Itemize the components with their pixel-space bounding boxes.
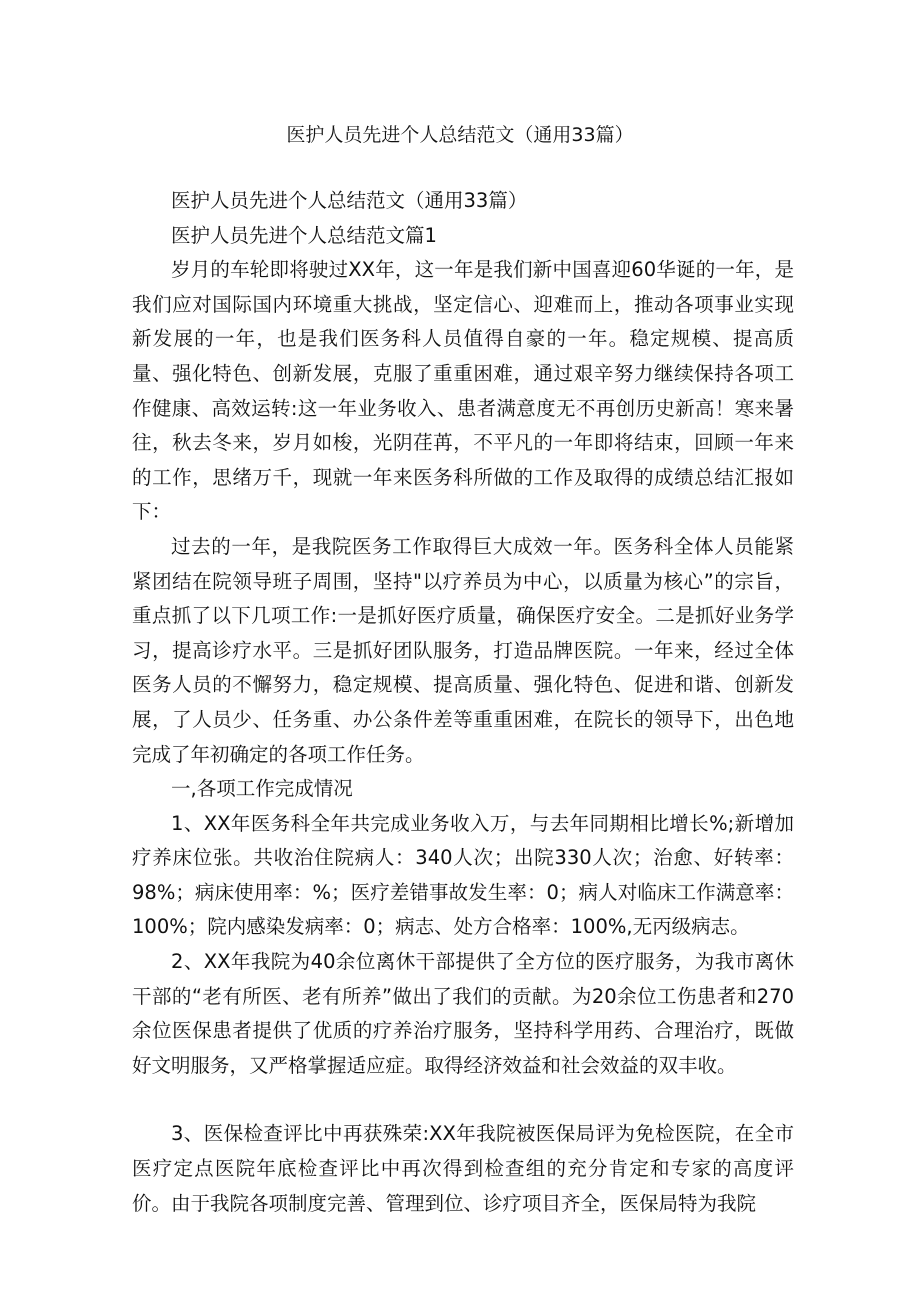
section-heading-paragraph: 医护人员先进个人总结范文篇1 <box>171 223 437 247</box>
document-title: 医护人员先进个人总结范文（通用33篇） <box>286 124 634 146</box>
item-one-paragraph: 1、XX年医务科全年共完成业务收入万，与去年同期相比增长%;新增加疗养床位张。共收治住院病人：340人次；出院330人次；治愈、好转率：98%；病床使用率：%；医疗差错事故发生率：0；病人对临床工作满意率：100%；院内感染发病率：0；病志、处方合格率：100%,无丙级病志。 <box>132 811 794 939</box>
intro-paragraph: 岁月的车轮即将驶过XX年，这一年是我们新中国喜迎60华诞的一年，是我们应对国际国内环境重大挑战，坚定信心、迎难而上，推动各项事业实现新发展的一年，也是我们医务科人员值得自豪的一年。稳定规模、提高质量、强化特色、创新发展，克服了重重困难，通过艰辛努力继续保持各项工作健康、高效运转:这一年业务收入、患者满意度无不再创历史新高！寒来暑往，秋去冬来，岁月如梭，光阴荏苒，不平凡的一年即将结束，回顾一年来的工作，思绪万千，现就一年来医务科所做的工作及取得的成绩总结汇报如下： <box>132 258 794 524</box>
item-two-paragraph: 2、XX年我院为40余位离休干部提供了全方位的医疗服务，为我市离休干部的“老有所医、老有所养”做出了我们的贡献。为20余位工伤患者和270余位医保患者提供了优质的疗养治疗服务，坚持科学用药、合理治疗，既做好文明服务，又严格掌握适应症。取得经济效益和社会效益的双丰收。 <box>132 950 794 1077</box>
document-body <box>132 184 794 1221</box>
subtitle-paragraph: 医护人员先进个人总结范文（通用33篇） <box>171 189 528 212</box>
section-one-heading: 一,各项工作完成情况 <box>171 777 353 801</box>
item-three-paragraph: 3、医保检查评比中再获殊荣:XX年我院被医保局评为免检医院，在全市医疗定点医院年底检查评比中再次得到检查组的充分肯定和专家的高度评价。由于我院各项制度完善、管理到位、诊疗项目齐全，医保局特为我院 <box>132 1122 794 1215</box>
overview-paragraph: 过去的一年，是我院医务工作取得巨大成效一年。医务科全体人员能紧紧团结在院领导班子周围，坚持"以疗养员为中心，以质量为核心”的宗旨，重点抓了以下几项工作:一是抓好医疗质量，确保医疗安全。二是抓好业务学习，提高诊疗水平。三是抓好团队服务，打造品牌医院。一年来，经过全体医务人员的不懈努力，稳定规模、提高质量、强化特色、促进和谐、创新发展，了人员少、任务重、办公条件差等重重困难，在院长的领导下，出色地完成了年初确定的各项工作任务。 <box>132 534 794 766</box>
